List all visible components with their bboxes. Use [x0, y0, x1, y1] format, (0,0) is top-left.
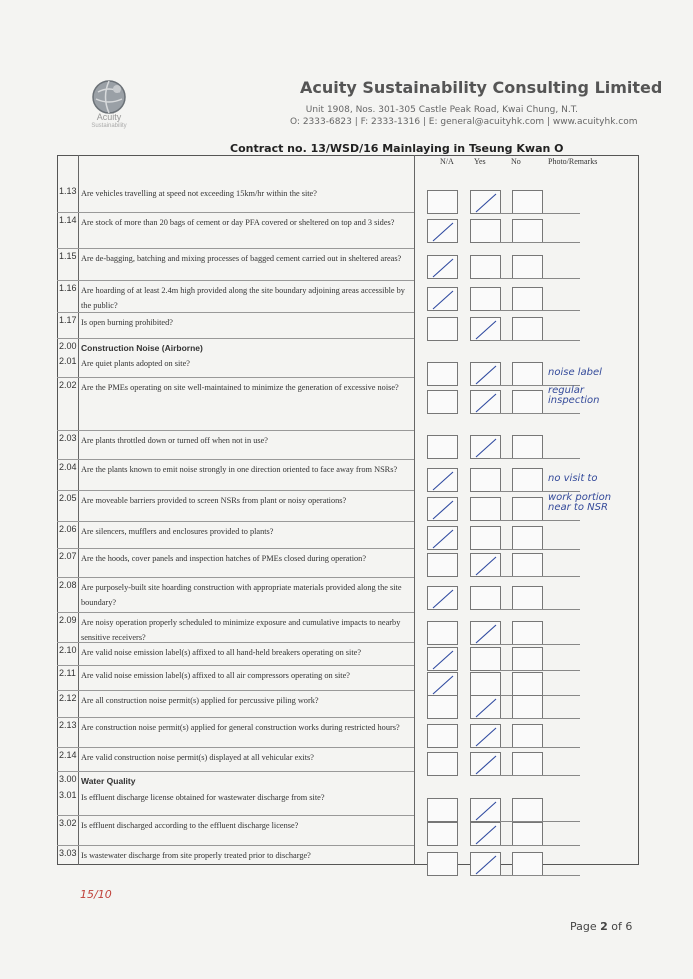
checkbox-no[interactable] [512, 752, 543, 776]
checkbox-no[interactable] [512, 255, 543, 279]
checklist-question: Is effluent discharge license obtained for wastewater discharge from site? [81, 793, 325, 802]
row-divider [57, 717, 414, 718]
checklist-question: Are all construction noise permit(s) applied for percussive piling work? [81, 696, 319, 705]
checkbox-yes[interactable] [470, 553, 501, 577]
checkbox-no[interactable] [512, 362, 543, 386]
checkbox-yes[interactable] [470, 822, 501, 846]
tick-mark-icon [428, 527, 459, 551]
checkbox-na[interactable] [427, 647, 458, 671]
checkbox-no[interactable] [512, 553, 543, 577]
item-number: 2.07 [59, 551, 77, 561]
item-number: 1.13 [59, 186, 77, 196]
remarks-line [490, 458, 580, 459]
item-number: 2.11 [59, 668, 76, 678]
checkbox-no[interactable] [512, 695, 543, 719]
checkbox-yes[interactable] [470, 390, 501, 414]
remarks-line [490, 549, 580, 550]
row-divider [57, 338, 414, 339]
row-divider [57, 642, 414, 643]
handwritten-remark: noise label [548, 367, 602, 378]
checkbox-no[interactable] [512, 526, 543, 550]
tick-mark-icon [471, 191, 502, 215]
item-number: 2.03 [59, 433, 77, 443]
tick-mark-icon [428, 673, 459, 697]
col-remarks-header: Photo/Remarks [548, 157, 598, 166]
checkbox-na[interactable] [427, 798, 458, 822]
item-number: 1.15 [59, 251, 77, 261]
page-prefix: Page [570, 920, 601, 933]
checkbox-yes[interactable] [470, 752, 501, 776]
row-divider [57, 815, 414, 816]
checkbox-yes[interactable] [470, 317, 501, 341]
checklist-question: Are stock of more than 20 bags of cement or day PFA covered or sheltered on top and 3 sides? [81, 218, 395, 227]
contract-title: Contract no. 13/WSD/16 Mainlaying in Tseung Kwan O [230, 142, 564, 155]
item-number: 2.01 [59, 356, 77, 366]
handwritten-date: 15/10 [80, 888, 112, 901]
checkbox-no[interactable] [512, 647, 543, 671]
checkbox-na[interactable] [427, 852, 458, 876]
checklist-question: Are the plants known to emit noise strongly in one direction oriented to face away from NSRs? [81, 465, 398, 474]
row-divider [57, 747, 414, 748]
checkbox-no[interactable] [512, 190, 543, 214]
checkbox-na[interactable] [427, 435, 458, 459]
item-number: 2.02 [59, 380, 77, 390]
section-heading: Water Quality [81, 776, 136, 786]
checkbox-no[interactable] [512, 586, 543, 610]
checklist-question: Is wastewater discharge from site properly treated prior to discharge? [81, 851, 311, 860]
checklist-question: Is open burning prohibited? [81, 318, 173, 327]
tick-mark-icon [428, 648, 459, 672]
section-heading: Construction Noise (Airborne) [81, 343, 203, 353]
tick-mark-icon [471, 363, 502, 387]
column-divider [78, 155, 79, 865]
checklist-question: Are moveable barriers provided to screen NSRs from plant or noisy operations? [81, 496, 347, 505]
checklist-question: Are quiet plants adopted on site? [81, 359, 190, 368]
handwritten-remark: regular inspection [548, 385, 600, 406]
remarks-line [490, 644, 580, 645]
tick-mark-icon [471, 823, 502, 847]
remarks-line [490, 413, 580, 414]
checklist-question: Are noisy operation properly scheduled to minimize exposure and cumulative impacts to nearby sensitive receivers? [81, 618, 401, 642]
row-divider [57, 521, 414, 522]
row-divider [57, 430, 414, 431]
col-no-header: No [511, 157, 521, 166]
remarks-line [490, 520, 580, 521]
row-divider [57, 248, 414, 249]
row-divider [57, 212, 414, 213]
row-divider [57, 612, 414, 613]
checklist-question: Are construction noise permit(s) applied for general construction works during restricted hours? [81, 723, 400, 732]
row-divider [57, 845, 414, 846]
row-divider [57, 665, 414, 666]
tick-mark-icon [428, 498, 459, 522]
checkbox-yes[interactable] [470, 362, 501, 386]
logo-text: Acuity [96, 112, 122, 122]
item-number: 2.09 [59, 615, 77, 625]
checkbox-no[interactable] [512, 219, 543, 243]
checkbox-na[interactable] [427, 219, 458, 243]
logo-subtext: Sustainability [91, 123, 127, 129]
tick-mark-icon [428, 288, 459, 312]
item-number: 2.14 [59, 750, 77, 760]
item-number: 1.16 [59, 283, 77, 293]
item-number: 3.02 [59, 818, 77, 828]
tick-mark-icon [471, 436, 502, 460]
checklist-question: Are plants throttled down or turned off when not in use? [81, 436, 268, 445]
checklist-question: Are hoarding of at least 2.4m high provided along the site boundary adjoining areas accessible by the public? [81, 286, 405, 310]
remarks-line [490, 576, 580, 577]
tick-mark-icon [428, 587, 459, 611]
checkbox-yes[interactable] [470, 255, 501, 279]
checkbox-no[interactable] [512, 621, 543, 645]
checkbox-na[interactable] [427, 724, 458, 748]
remarks-line [490, 775, 580, 776]
tick-mark-icon [428, 256, 459, 280]
remarks-line [490, 278, 580, 279]
checkbox-na[interactable] [427, 822, 458, 846]
checkbox-no[interactable] [512, 390, 543, 414]
remarks-line [490, 718, 580, 719]
item-number: 2.10 [59, 645, 77, 655]
checkbox-no[interactable] [512, 497, 543, 521]
checkbox-yes[interactable] [470, 190, 501, 214]
checklist-question: Are silencers, mufflers and enclosures provided to plants? [81, 527, 274, 536]
checkbox-na[interactable] [427, 390, 458, 414]
checkbox-na[interactable] [427, 695, 458, 719]
row-divider [57, 459, 414, 460]
item-number: 2.12 [59, 693, 77, 703]
checkbox-yes[interactable] [470, 497, 501, 521]
checkbox-no[interactable] [512, 798, 543, 822]
checkbox-yes[interactable] [470, 468, 501, 492]
row-divider [57, 690, 414, 691]
company-address [290, 104, 638, 128]
checkbox-na[interactable] [427, 468, 458, 492]
checkbox-no[interactable] [512, 672, 543, 696]
checklist-question: Are valid noise emission label(s) affixed to all air compressors operating on site? [81, 671, 350, 680]
globe-icon [90, 78, 128, 116]
tick-mark-icon [471, 554, 502, 578]
tick-mark-icon [471, 725, 502, 749]
item-number: 2.05 [59, 493, 77, 503]
checkbox-na[interactable] [427, 526, 458, 550]
checkbox-no[interactable] [512, 435, 543, 459]
checkbox-yes[interactable] [470, 219, 501, 243]
tick-mark-icon [428, 469, 459, 493]
checkbox-yes[interactable] [470, 621, 501, 645]
tick-mark-icon [471, 622, 502, 646]
remarks-line [490, 213, 580, 214]
page-current: 2 [600, 920, 608, 933]
item-number: 3.03 [59, 848, 77, 858]
checkbox-yes[interactable] [470, 852, 501, 876]
checkbox-yes[interactable] [470, 586, 501, 610]
page-suffix: of 6 [607, 920, 633, 933]
checkbox-na[interactable] [427, 672, 458, 696]
item-number: 1.14 [59, 215, 77, 225]
remarks-line [490, 340, 580, 341]
checkbox-na[interactable] [427, 497, 458, 521]
tick-mark-icon [428, 220, 459, 244]
checkbox-yes[interactable] [470, 287, 501, 311]
checkbox-na[interactable] [427, 362, 458, 386]
checkbox-na[interactable] [427, 752, 458, 776]
item-number: 2.13 [59, 720, 77, 730]
checklist-question: Is effluent discharged according to the effluent discharge license? [81, 821, 299, 830]
checkbox-no[interactable] [512, 317, 543, 341]
checkbox-yes[interactable] [470, 695, 501, 719]
item-number: 1.17 [59, 315, 77, 325]
checkbox-na[interactable] [427, 287, 458, 311]
item-number: 3.01 [59, 790, 77, 800]
column-divider [414, 155, 415, 865]
row-divider [57, 490, 414, 491]
row-divider [57, 377, 414, 378]
tick-mark-icon [471, 799, 502, 823]
remarks-line [490, 670, 580, 671]
checklist-question: Are valid construction noise permit(s) displayed at all vehicular exits? [81, 753, 314, 762]
col-na-header: N/A [440, 157, 454, 166]
row-divider [57, 548, 414, 549]
row-divider [57, 771, 414, 772]
checkbox-na[interactable] [427, 586, 458, 610]
item-number: 3.00 [59, 774, 77, 784]
checkbox-na[interactable] [427, 553, 458, 577]
handwritten-remark: work portion near to NSR [548, 492, 612, 513]
checkbox-na[interactable] [427, 190, 458, 214]
checkbox-yes[interactable] [470, 435, 501, 459]
tick-mark-icon [471, 391, 502, 415]
checkbox-yes[interactable] [470, 672, 501, 696]
tick-mark-icon [471, 318, 502, 342]
checklist-question: Are the hoods, cover panels and inspection hatches of PMEs closed during operation? [81, 554, 367, 563]
checkbox-yes[interactable] [470, 526, 501, 550]
row-divider [57, 312, 414, 313]
checklist-question: Are valid noise emission label(s) affixed to all hand-held breakers operating on site? [81, 648, 362, 657]
checkbox-no[interactable] [512, 287, 543, 311]
remarks-line [490, 310, 580, 311]
item-number: 2.06 [59, 524, 77, 534]
page-number [570, 920, 632, 933]
row-divider [57, 280, 414, 281]
checkbox-no[interactable] [512, 822, 543, 846]
checkbox-no[interactable] [512, 724, 543, 748]
remarks-line [490, 242, 580, 243]
remarks-line [490, 747, 580, 748]
company-name: Acuity Sustainability Consulting Limited [300, 78, 663, 97]
address-line-2: O: 2333-6823 | F: 2333-1316 | E: general@acuityhk.com | www.acuityhk.com [290, 117, 638, 127]
remarks-line [490, 875, 580, 876]
col-yes-header: Yes [474, 157, 486, 166]
checklist-question: Are vehicles travelling at speed not exceeding 15km/hr within the site? [81, 189, 317, 198]
checkbox-na[interactable] [427, 317, 458, 341]
row-divider [57, 577, 414, 578]
remarks-line [490, 609, 580, 610]
tick-mark-icon [471, 696, 502, 720]
checkbox-no[interactable] [512, 468, 543, 492]
checkbox-yes[interactable] [470, 647, 501, 671]
company-logo [82, 78, 136, 148]
tick-mark-icon [471, 853, 502, 877]
item-number: 2.08 [59, 580, 77, 590]
address-line-1: Unit 1908, Nos. 301-305 Castle Peak Road, Kwai Chung, N.T. [305, 105, 578, 115]
handwritten-remark: no visit to [548, 473, 598, 484]
item-number: 2.00 [59, 341, 77, 351]
checklist-question: Are purposely-built site hoarding construction with appropriate materials provided along the site boundary? [81, 583, 402, 607]
checkbox-no[interactable] [512, 852, 543, 876]
checkbox-yes[interactable] [470, 724, 501, 748]
remarks-line [490, 845, 580, 846]
checkbox-na[interactable] [427, 621, 458, 645]
checkbox-yes[interactable] [470, 798, 501, 822]
item-number: 2.04 [59, 462, 77, 472]
tick-mark-icon [471, 753, 502, 777]
checklist-question: Are de-bagging, batching and mixing processes of bagged cement carried out in sheltered areas? [81, 254, 402, 263]
checklist-question: Are the PMEs operating on site well-maintained to minimize the generation of excessive noise? [81, 383, 399, 392]
checkbox-na[interactable] [427, 255, 458, 279]
